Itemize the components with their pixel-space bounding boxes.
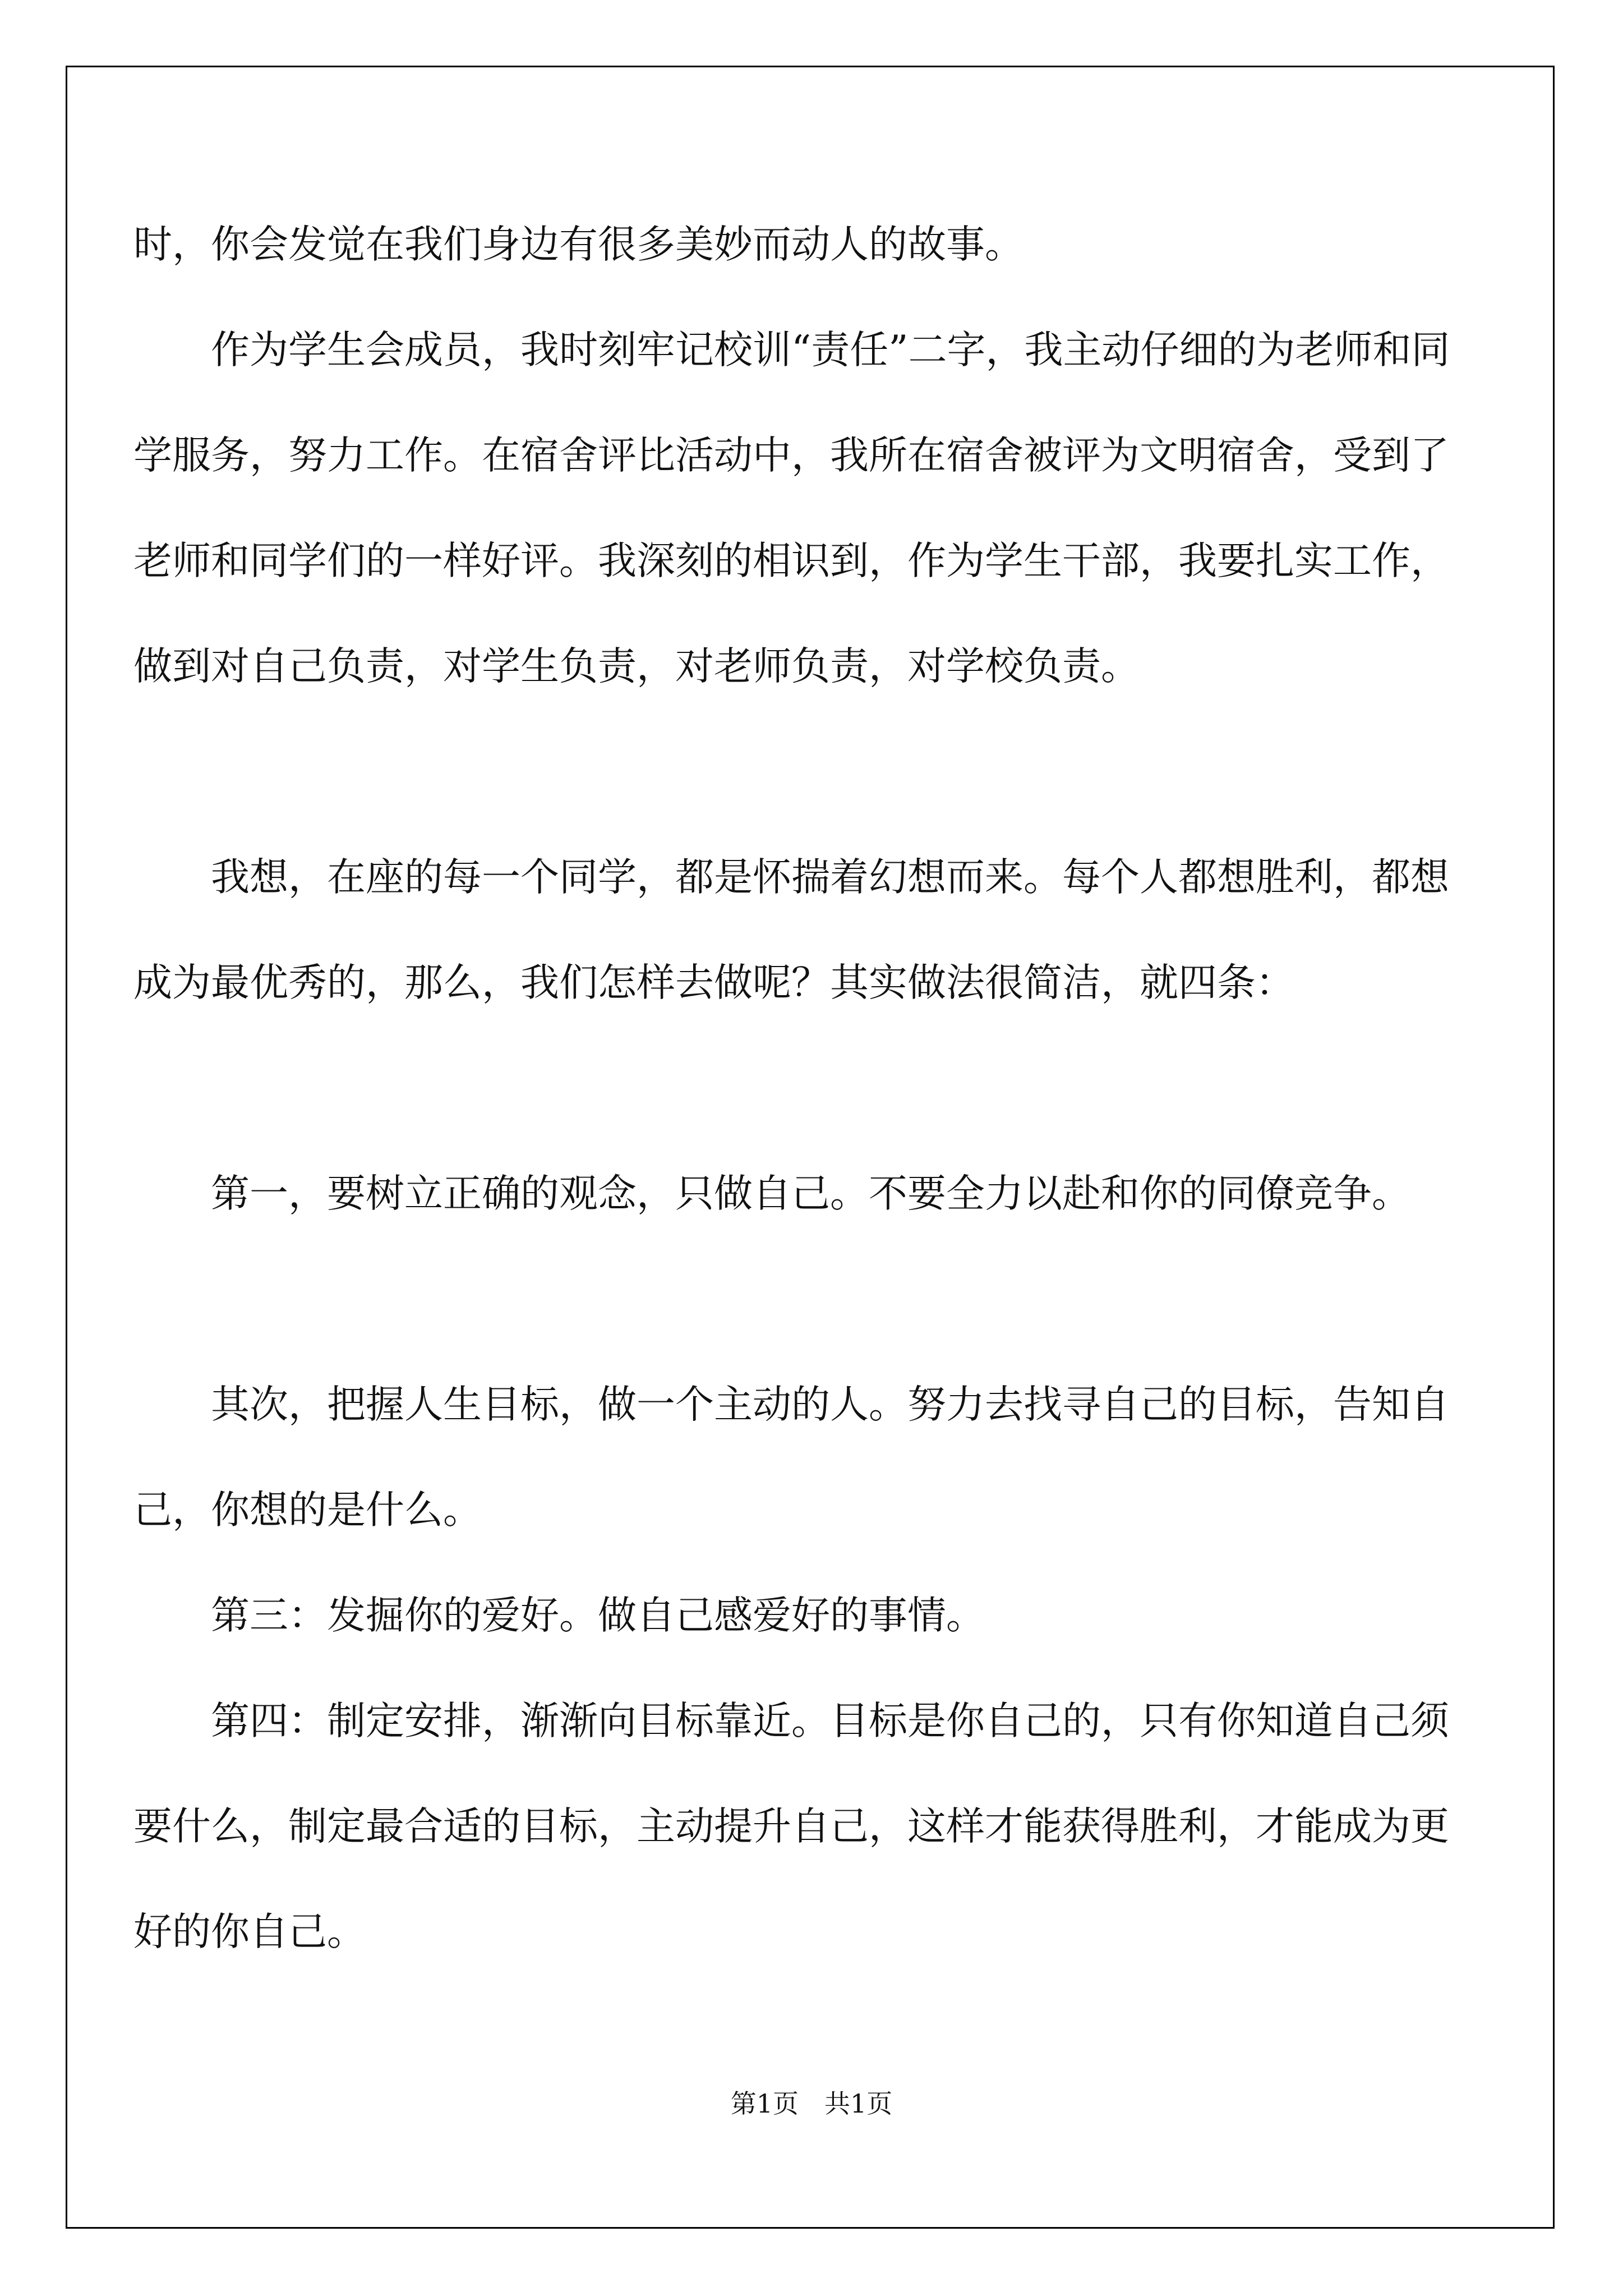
paragraph-1: 时，你会发觉在我们身边有很多美妙而动人的故事。 xyxy=(133,222,1023,267)
paragraph-6: 第三：发掘你的爱好。做自己感爱好的事情。 xyxy=(133,1593,985,1638)
paragraph-5: 其次，把握人生目标，做一个主动的人。努力去找寻自己的目标，告知自己，你想的是什么。 xyxy=(133,1382,1449,1533)
paragraph-7: 第四：制定安排，渐渐向目标靠近。目标是你自己的，只有你知道自己须要什么，制定最合适的目标，主动提升自己，这样才能获得胜利，才能成为更好的你自己。 xyxy=(133,1699,1449,1954)
page-footer: 第1页 共1页 xyxy=(730,2088,893,2119)
paragraph-4: 第一，要树立正确的观念，只做自己。不要全力以赴和你的同僚竞争。 xyxy=(133,1171,1410,1216)
paragraph-2: 作为学生会成员，我时刻牢记校训“责任”二字，我主动仔细的为老师和同学服务，努力工作。在宿舍评比活动中，我所在宿舍被评为文明宿舍，受到了老师和同学们的一样好评。我深刻的相识到，作为学生干部，我要扎实工作，做到对自己负责，对学生负责，对老师负责，对学校负责。 xyxy=(133,328,1450,689)
paragraph-3: 我想，在座的每一个同学，都是怀揣着幻想而来。每个人都想胜利，都想成为最优秀的，那么，我们怎样去做呢？其实做法很简洁，就四条： xyxy=(133,855,1449,1005)
